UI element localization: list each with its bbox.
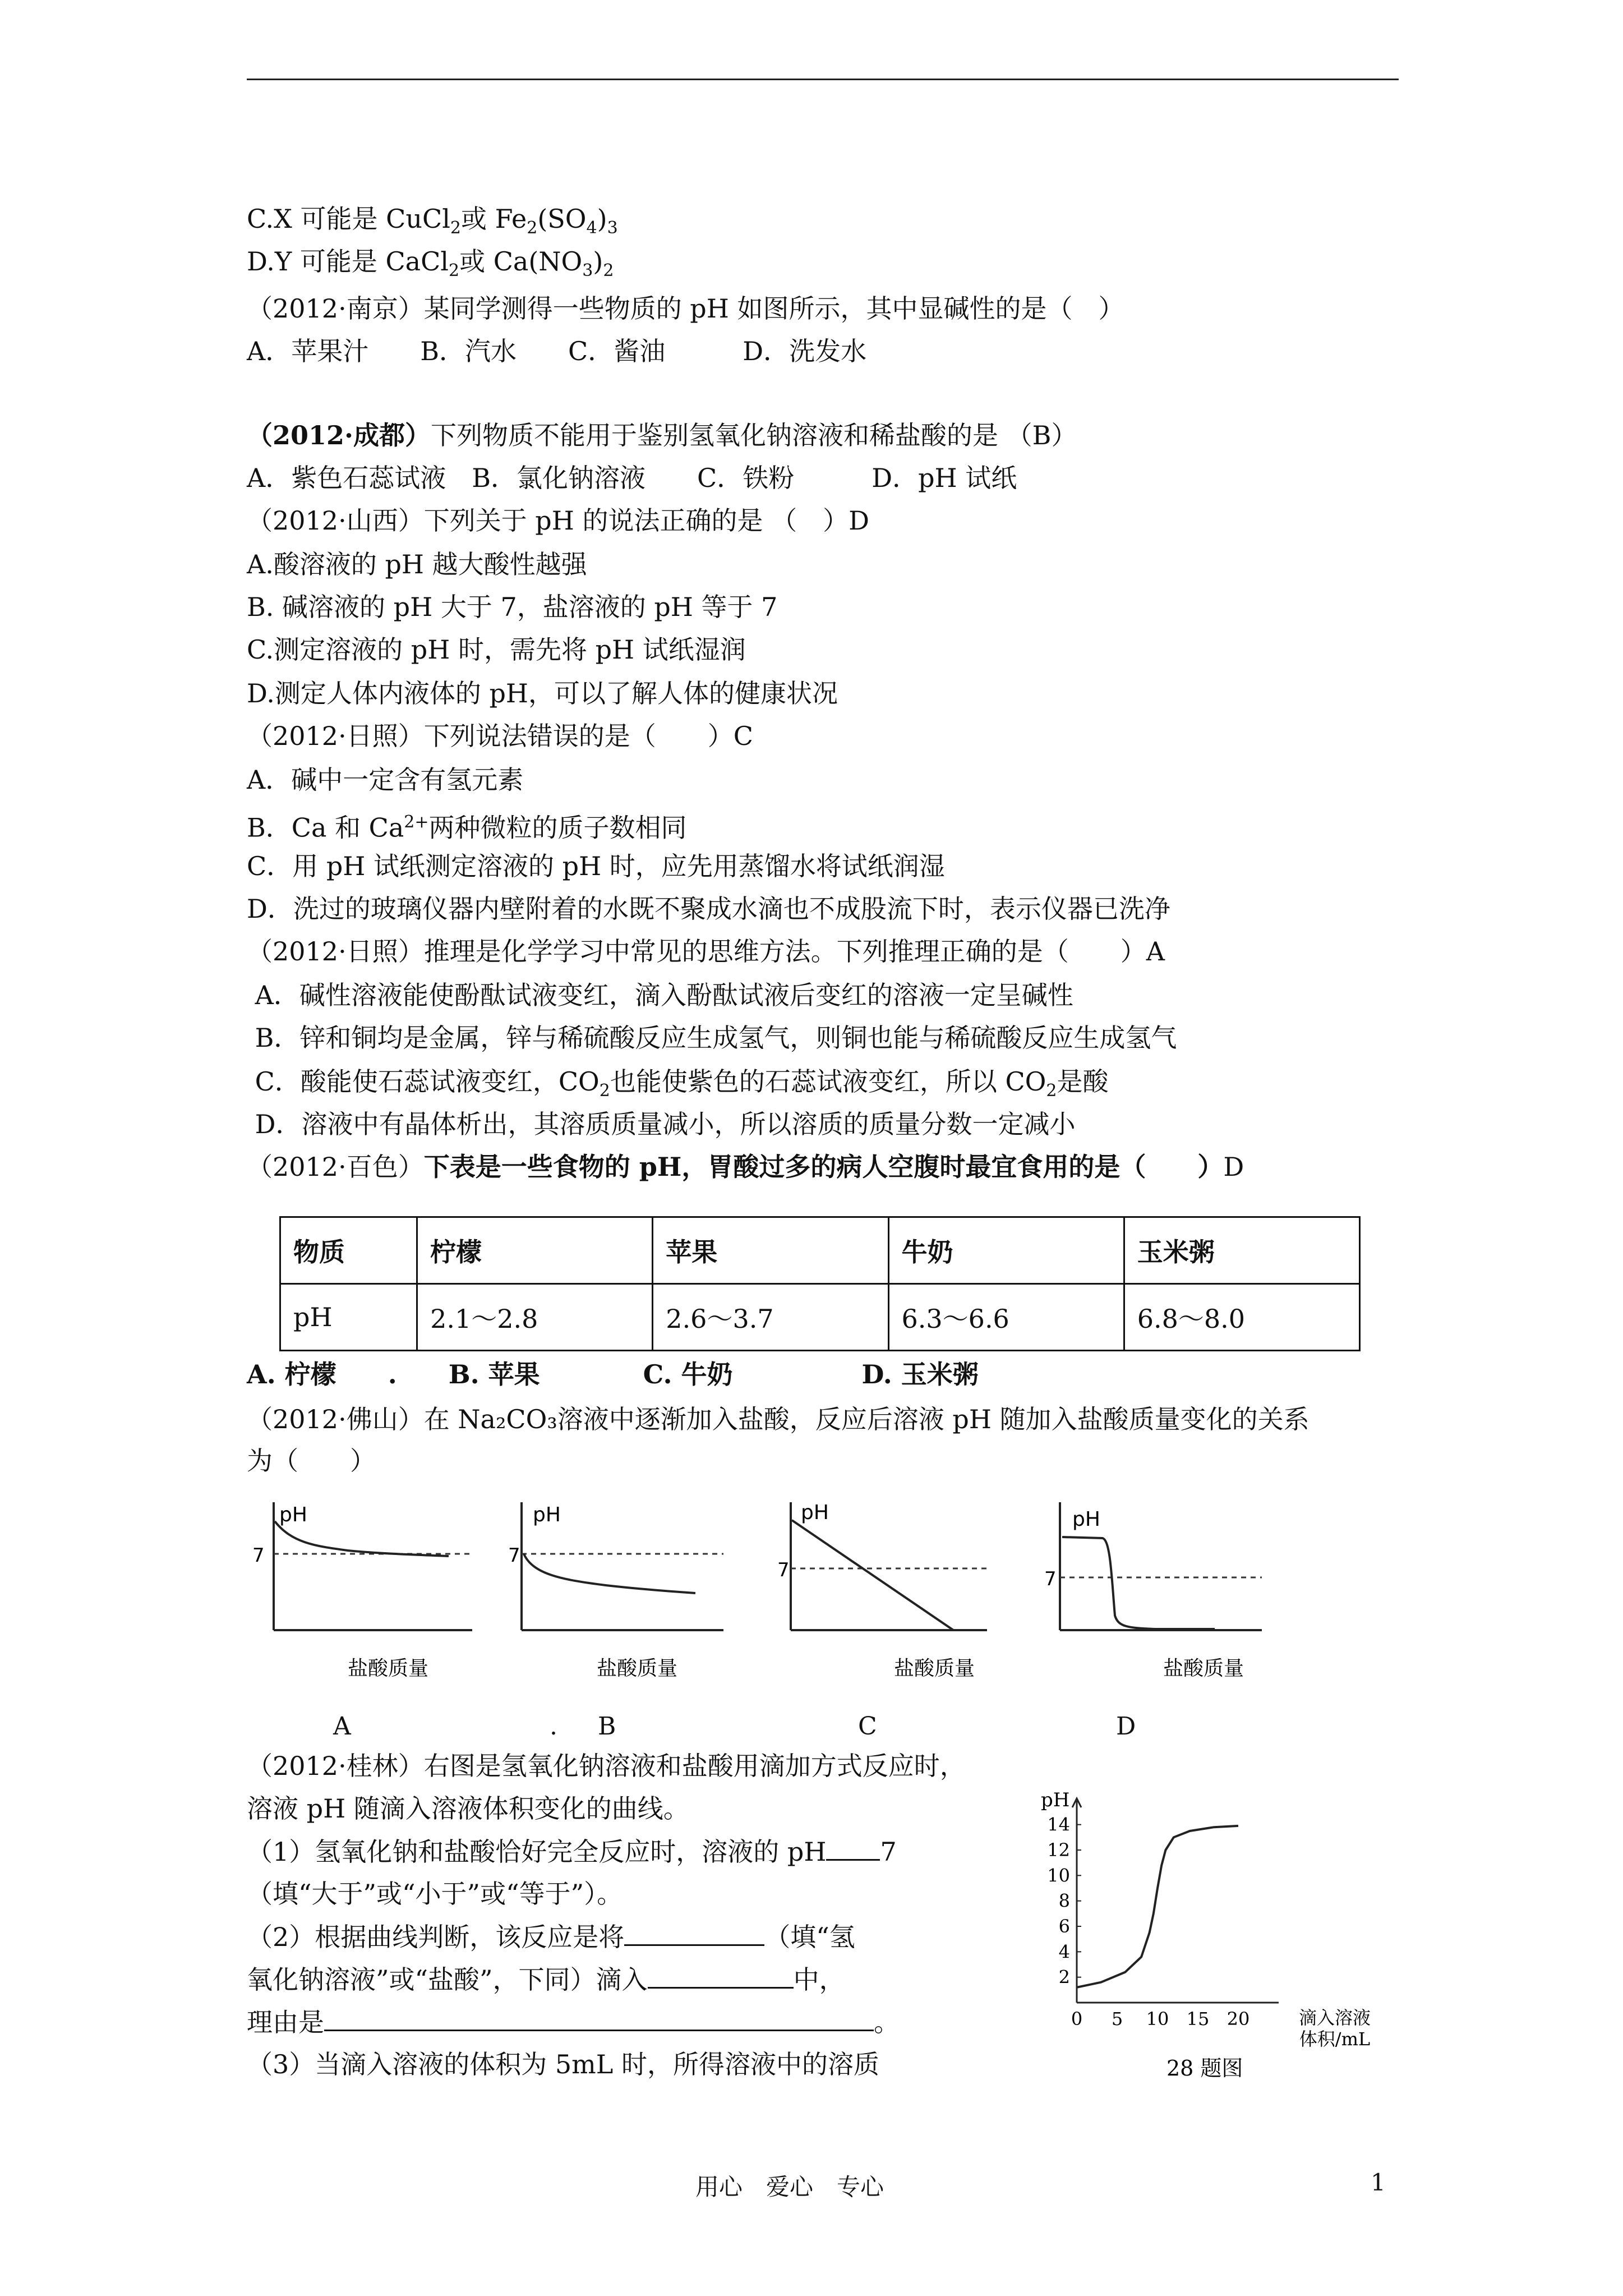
text-run: （2012·百色） (247, 1152, 424, 1182)
guilin-line3 (247, 1834, 897, 1869)
guilin-reason-end: 。 (874, 2007, 900, 2037)
text-run: A．碱中一定含有氢元素 (247, 765, 524, 795)
page-number: 1 (1371, 2169, 1386, 2196)
text-run: A.酸溶液的 pH 越大酸性越强 (247, 549, 587, 579)
foshan-question-line2: 为（ ） (247, 1446, 376, 1476)
guilin-line1: （2012·桂林）右图是氢氧化钠溶液和盐酸用滴加方式反应时， (247, 1751, 966, 1781)
answer-options: A. 柠檬 . B. 苹果 C. 牛奶 D. 玉米粥 (247, 1359, 979, 1389)
guilin-q2-text2: 氧化钠溶液”或“盐酸”，下同）滴入 (247, 1964, 648, 1995)
table-cell: 6.3～6.6 (888, 1284, 1124, 1351)
guilin-q2-tail: 中， (793, 1964, 845, 1995)
y-axis-label: pH (279, 1503, 307, 1526)
stray-dot: . (550, 1712, 557, 1741)
line-c (792, 1520, 953, 1630)
text-run: 两种微粒的质子数相同 (428, 812, 687, 843)
x-axis-label: 盐酸质量 (1163, 1657, 1244, 1680)
guilin-line7 (247, 2005, 900, 2039)
text-run: D．溶液中有晶体析出，其溶质质量减小，所以溶质的质量分数一定减小 (247, 1109, 1076, 1139)
curve-d (1062, 1537, 1215, 1629)
table-cell: 物质 (280, 1217, 417, 1284)
chart-a (252, 1502, 472, 1680)
subscript: 2 (599, 1081, 610, 1101)
y-tick-label: 2 (1058, 1966, 1070, 1988)
text-run: C．用 pH 试纸测定溶液的 pH 时，应先用蒸馏水将试纸润湿 (247, 851, 945, 881)
text-run: 或 Fe (461, 204, 527, 234)
superscript: 2+ (404, 812, 429, 832)
text-run: （2012·日照）推理是化学学习中常见的思维方法。下列推理正确的是（ ）A (247, 936, 1165, 967)
text-run: 或 Ca(NO (459, 246, 583, 277)
y-axis-label: pH (801, 1501, 829, 1524)
text-run: D．洗过的玻璃仪器内壁附着的水既不聚成水滴也不成股流下时，表示仪器已洗净 (247, 894, 1170, 924)
x-axis-label: 盐酸质量 (894, 1657, 975, 1680)
table-cell: 玉米粥 (1124, 1217, 1359, 1284)
x-axis-label: 盐酸质量 (597, 1657, 678, 1680)
text-run: A．苹果汁 B．汽水 C．酱油 D．洗发水 (247, 336, 867, 366)
text-run: （2012·日照）下列说法错误的是（ ）C (247, 721, 753, 751)
text-run: D.Y 可能是 CaCl (247, 246, 449, 277)
subscript: 2 (450, 218, 461, 238)
text-run: (SO (537, 204, 587, 234)
answer-blank-2[interactable] (624, 1920, 764, 1946)
table-cell: 牛奶 (888, 1217, 1124, 1284)
text-run: A．碱性溶液能使酚酞试液变红，滴入酚酞试液后变红的溶液一定呈碱性 (247, 980, 1073, 1010)
y-tick-label: 10 (1047, 1865, 1070, 1887)
chart-caption: 28 题图 (1166, 2056, 1243, 2081)
guilin-q2-hint: （填“氢 (764, 1922, 855, 1952)
x-axis-label: 盐酸质量 (348, 1657, 429, 1680)
footer-slogan: 用心 爱心 专心 (695, 2173, 884, 2201)
x-tick-label: 10 (1146, 2008, 1169, 2030)
table-cell: 苹果 (653, 1217, 888, 1284)
y-axis-label: pH (1072, 1508, 1100, 1531)
foshan-question-line1: （2012·佛山）在 Na₂CO₃溶液中逐渐加入盐酸，反应后溶液 pH 随加入盐酸质量变化的关系 (247, 1404, 1310, 1434)
text-run: C.X 可能是 CuCl (247, 204, 450, 234)
subscript: 2 (1046, 1081, 1057, 1101)
text-run: （2012·南京）某同学测得一些物质的 pH 如图所示，其中显碱性的是（ ） (247, 293, 1124, 324)
titration-ph-chart (1032, 1784, 1371, 2087)
y-tick-label: 8 (1058, 1890, 1070, 1912)
table-cell: pH (280, 1284, 417, 1351)
tick-7: 7 (252, 1544, 265, 1567)
option-letter-c: C (858, 1712, 877, 1741)
chart-c (777, 1501, 987, 1680)
option-letter-d: D (1116, 1712, 1136, 1741)
text-run: 也能使紫色的石蕊试液变红，所以 CO (610, 1066, 1046, 1097)
chart-b (508, 1502, 723, 1680)
y-axis-label: pH (533, 1503, 561, 1526)
text-run: C.测定溶液的 pH 时，需先将 pH 试纸湿润 (247, 634, 746, 665)
guilin-line5 (247, 1920, 855, 1954)
ph-curve (1077, 1826, 1238, 1987)
text-run: （2012·成都） (247, 420, 431, 450)
guilin-line6 (247, 1962, 845, 1996)
tick-7: 7 (1044, 1568, 1057, 1590)
text-run: B．Ca 和 Ca (247, 812, 404, 843)
curve-b (524, 1554, 695, 1593)
text-run: （2012·山西）下列关于 pH 的说法正确的是 （ ）D (247, 505, 869, 536)
x-tick-label: 0 (1071, 2008, 1083, 2030)
text-run: C．酸能使石蕊试液变红，CO (247, 1066, 600, 1097)
guilin-reason-label: 理由是 (247, 2007, 324, 2037)
y-axis-label: pH (1041, 1789, 1070, 1811)
x-axis-label-line2: 体积/mL (1299, 2028, 1371, 2050)
table-cell: 2.1～2.8 (417, 1284, 653, 1351)
answer-blank-4[interactable] (324, 2005, 874, 2031)
text-run: 下列物质不能用于鉴别氢氧化钠溶液和稀盐酸的是 （B） (431, 420, 1077, 450)
x-axis-label-line1: 滴入溶液 (1298, 2007, 1371, 2028)
table-cell: 柠檬 (417, 1217, 653, 1284)
text-run: ) (597, 204, 607, 234)
answer-blank-1[interactable] (826, 1834, 880, 1861)
subscript: 2 (603, 261, 614, 281)
text-run: D (1223, 1152, 1244, 1182)
subscript: 3 (582, 261, 593, 281)
subscript: 3 (607, 218, 618, 238)
option-letter-a: A (333, 1712, 351, 1741)
answer-blank-3[interactable] (648, 1962, 794, 1989)
subscript: 2 (449, 261, 460, 281)
guilin-q1-value: 7 (880, 1837, 897, 1867)
x-tick-label: 20 (1227, 2008, 1250, 2030)
tick-7: 7 (777, 1559, 790, 1581)
y-tick-label: 14 (1047, 1814, 1070, 1835)
tick-7: 7 (508, 1544, 520, 1567)
chart-d (1044, 1502, 1262, 1680)
text-run: 下表是一些食物的 pH，胃酸过多的病人空腹时最宜食用的是（ ） (423, 1152, 1224, 1182)
text-run: A．紫色石蕊试液 B．氯化钠溶液 C．铁粉 D．pH 试纸 (247, 463, 1017, 493)
text-run: D.测定人体内液体的 pH，可以了解人体的健康状况 (247, 678, 838, 708)
x-tick-label: 15 (1186, 2008, 1210, 2030)
guilin-line2: 溶液 pH 随滴入溶液体积变化的曲线。 (247, 1793, 689, 1824)
option-letter-b: B (598, 1712, 616, 1741)
text-run: B．锌和铜均是金属，锌与稀硫酸反应生成氢气，则铜也能与稀硫酸反应生成氢气 (247, 1023, 1177, 1053)
table-cell: 2.6～3.7 (653, 1284, 888, 1351)
text-run: ) (593, 246, 603, 277)
y-tick-label: 6 (1058, 1916, 1070, 1937)
x-tick-label: 5 (1111, 2008, 1123, 2030)
table-cell: 6.8～8.0 (1124, 1284, 1359, 1351)
text-run: B. 碱溶液的 pH 大于 7，盐溶液的 pH 等于 7 (247, 592, 778, 622)
y-tick-label: 4 (1058, 1941, 1070, 1963)
text-run: 是酸 (1057, 1066, 1109, 1097)
curve-a (275, 1521, 449, 1556)
y-tick-label: 12 (1047, 1839, 1070, 1861)
guilin-q1-text: （1）氢氧化钠和盐酸恰好完全反应时，溶液的 pH (247, 1837, 827, 1867)
subscript: 2 (527, 218, 538, 238)
guilin-q2-text: （2）根据曲线判断，该反应是将 (247, 1922, 625, 1952)
guilin-line4: （填“大于”或“小于”或“等于”）。 (247, 1879, 623, 1909)
subscript: 4 (586, 218, 597, 238)
guilin-line8: （3）当滴入溶液的体积为 5mL 时，所得溶液中的溶质 (247, 2049, 879, 2079)
